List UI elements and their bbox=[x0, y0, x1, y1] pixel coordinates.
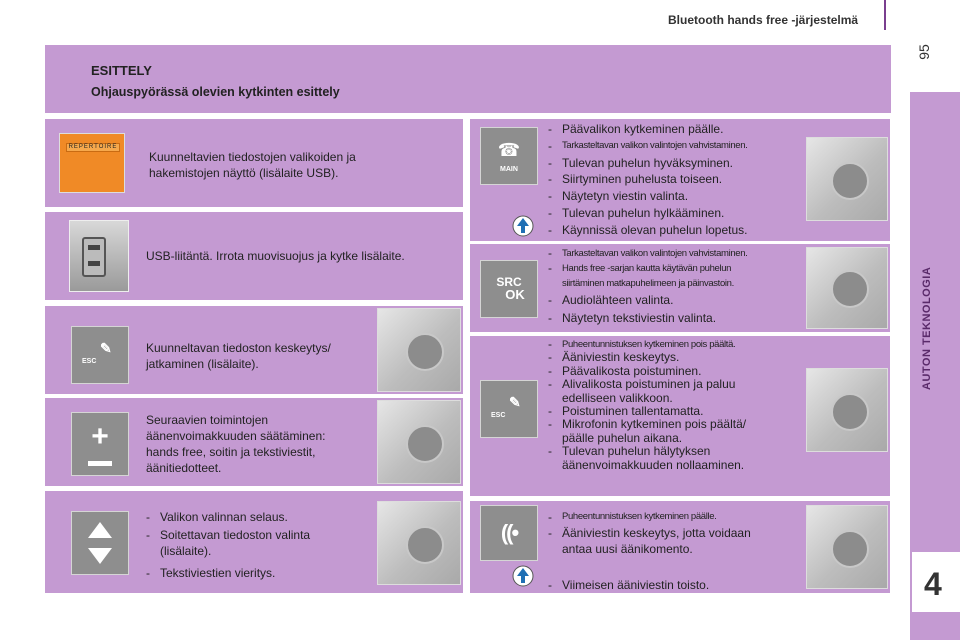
volume-description: Seuraavien toimintojen äänenvoimakkuuden säätäminen: hands free, soitin ja tekstiviestit, äänitiedotteet. bbox=[146, 413, 326, 475]
page-number: 95 bbox=[916, 44, 932, 60]
list-item: - Tarkasteltavan valikon valintojen vahvistaminen. bbox=[548, 138, 748, 153]
left-panel-repertoire bbox=[45, 119, 463, 207]
list-item: - Tulevan puhelun hälytyksen bbox=[548, 444, 711, 459]
steering-switch-photo bbox=[806, 368, 888, 452]
long-press-icon bbox=[512, 215, 534, 237]
usb-description: USB-liitäntä. Irrota muovisuojus ja kytke lisälaite. bbox=[146, 249, 405, 263]
repertoire-label: REPERTOIRE bbox=[68, 144, 118, 150]
esc-functions bbox=[548, 338, 808, 472]
steering-switch-photo bbox=[377, 308, 461, 392]
steering-switch-photo bbox=[377, 400, 461, 484]
esc-description: Kuunneltavan tiedoston keskeytys/ jatkaminen (lisälaite). bbox=[146, 341, 331, 371]
chapter-number: 4 bbox=[924, 566, 942, 602]
esc-button-icon: ✎ ESC bbox=[480, 380, 538, 438]
right-panel-esc bbox=[470, 336, 890, 496]
repertoire-icon bbox=[59, 133, 125, 193]
list-item: - Näytetyn tekstiviestin valinta. bbox=[548, 311, 717, 325]
left-panel-esc bbox=[45, 306, 463, 394]
steering-switch-photo bbox=[377, 501, 461, 585]
plus-icon: + bbox=[91, 419, 109, 453]
right-panel-src-ok bbox=[470, 244, 890, 332]
header-divider bbox=[884, 0, 886, 30]
section-subheading: Ohjauspyörässä olevien kytkinten esittely bbox=[91, 85, 340, 99]
esc-icon: ✎ ESC bbox=[71, 326, 129, 384]
list-item: - Tulevan puhelun hylkääminen. bbox=[548, 205, 725, 220]
list-item: - Käynnissä olevan puhelun lopetus. bbox=[548, 222, 748, 237]
right-panel-voice bbox=[470, 501, 890, 593]
arrow-down-icon bbox=[88, 548, 112, 564]
section-heading: ESITTELY bbox=[91, 63, 152, 78]
list-item: - Siirtyminen puhelusta toiseen. bbox=[548, 172, 723, 187]
arrow-up-icon bbox=[88, 522, 112, 538]
src-ok-icon: SRC OK bbox=[480, 260, 538, 318]
src-ok-functions bbox=[548, 246, 818, 327]
list-item: - Alivalikosta poistuminen ja paluu bbox=[548, 377, 736, 392]
list-item: - Tulevan puhelun hyväksyminen. bbox=[548, 155, 733, 170]
list-item: - Puheentunnistuksen kytkeminen päälle. bbox=[548, 510, 717, 524]
usb-socket-icon bbox=[69, 220, 129, 292]
list-item: äänenvoimakkuuden nollaaminen. bbox=[562, 457, 745, 472]
list-item: - Hands free -sarjan kautta käytävän puhelun bbox=[548, 261, 732, 275]
left-panel-scroll bbox=[45, 491, 463, 593]
list-item: (lisälaite). bbox=[160, 544, 212, 558]
list-item: - Mikrofonin kytkeminen pois päältä/ bbox=[548, 417, 747, 432]
plus-minus-icon bbox=[71, 412, 129, 476]
list-item: - Soitettavan tiedoston valinta bbox=[146, 528, 311, 542]
long-press-icon bbox=[512, 565, 534, 587]
list-item: - Ääniviestin keskeytys. bbox=[548, 350, 680, 365]
list-item: edelliseen valikkoon. bbox=[562, 390, 673, 405]
list-item: antaa uusi äänikomento. bbox=[562, 542, 693, 556]
phone-icon: ☎ bbox=[497, 139, 521, 160]
list-item: - Tekstiviestien vieritys. bbox=[146, 566, 276, 580]
scroll-description bbox=[146, 509, 376, 581]
list-item: päälle puhelun aikana. bbox=[562, 430, 683, 445]
voice-functions bbox=[548, 509, 808, 593]
list-item: - Viimeisen ääniviestin toisto. bbox=[548, 578, 710, 592]
voice-button-icon bbox=[480, 505, 538, 561]
list-item: - Näytetyn viestin valinta. bbox=[548, 189, 689, 204]
list-item: - Ääniviestin keskeytys, jotta voidaan bbox=[548, 526, 751, 540]
list-item: - Puheentunnistuksen kytkeminen pois päältä. bbox=[548, 337, 736, 351]
voice-waves-icon: ((• bbox=[500, 520, 518, 545]
steering-switch-photo bbox=[806, 137, 888, 221]
left-panel-volume bbox=[45, 398, 463, 486]
intro-banner bbox=[45, 45, 891, 113]
up-down-icon bbox=[71, 511, 129, 575]
list-item: - Valikon valinnan selaus. bbox=[146, 510, 288, 524]
repertoire-description: Kuunneltavien tiedostojen valikoiden ja hakemistojen näyttö (lisälaite USB). bbox=[149, 150, 356, 180]
list-item: - Päävalikon kytkeminen päälle. bbox=[548, 122, 724, 136]
steering-switch-photo bbox=[806, 247, 888, 329]
chapter-label: AUTON TEKNOLOGIA bbox=[921, 266, 933, 390]
list-item: - Tarkasteltavan valikon valintojen vahvistaminen. bbox=[548, 246, 748, 260]
main-button-functions bbox=[548, 121, 808, 239]
list-item: - Päävalikosta poistuminen. bbox=[548, 363, 702, 378]
right-panel-main bbox=[470, 119, 890, 241]
list-item: siirtäminen matkapuhelimeen ja päinvastoin. bbox=[562, 278, 734, 289]
minus-icon bbox=[88, 461, 112, 466]
steering-switch-photo bbox=[806, 505, 888, 589]
list-item: - Poistuminen tallentamatta. bbox=[548, 404, 704, 419]
left-panel-usb bbox=[45, 212, 463, 300]
list-item: - Audiolähteen valinta. bbox=[548, 293, 674, 307]
main-button-icon: ☎ MAIN bbox=[480, 127, 538, 185]
page-header-title: Bluetooth hands free -järjestelmä bbox=[668, 13, 859, 27]
